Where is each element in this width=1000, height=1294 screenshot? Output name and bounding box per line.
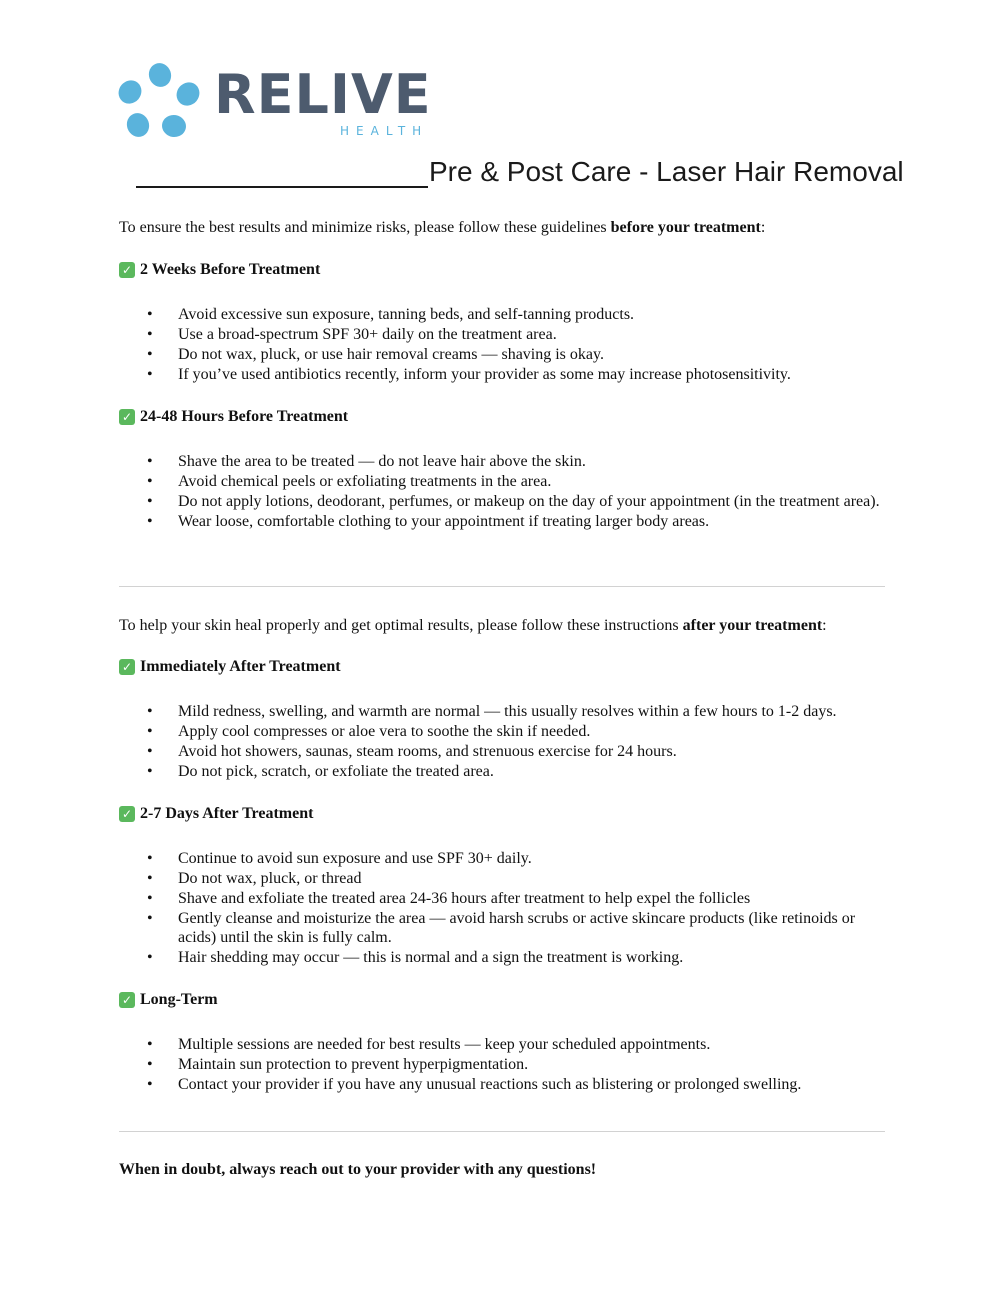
list-item <box>119 1075 889 1094</box>
list-item-text: Continue to avoid sun exposure and use SPF 30+ daily. <box>178 850 532 867</box>
section-heading <box>119 990 218 1010</box>
section-heading-text: Immediately After Treatment <box>140 658 341 675</box>
bullet: • <box>147 1036 153 1053</box>
pre-intro-bold: before your treatment <box>610 219 761 236</box>
name-blank-line <box>136 156 428 188</box>
list-item-text: Use a broad-spectrum SPF 30+ daily on the treatment area. <box>178 326 557 343</box>
list-item-text: Gently cleanse and moisturize the area — avoid harsh scrubs or active skincare products (like retinoids or acids) until the skin is fully calm. <box>178 910 856 946</box>
list-item-text: Maintain sun protection to prevent hyperpigmentation. <box>178 1056 529 1073</box>
bullet: • <box>147 1056 153 1073</box>
list-item <box>119 722 889 741</box>
list-item <box>119 849 889 868</box>
bullet: • <box>147 890 153 907</box>
section-heading <box>119 804 313 824</box>
list-item <box>119 345 889 364</box>
section-heading-text: 2-7 Days After Treatment <box>140 805 314 822</box>
pre-intro-text: To ensure the best results and minimize risks, please follow these guidelines <box>119 219 611 236</box>
bullet-list <box>119 849 889 968</box>
section-heading-text: 24-48 Hours Before Treatment <box>140 408 349 425</box>
bullet: • <box>147 366 153 383</box>
list-item <box>119 472 889 491</box>
list-item <box>119 1035 889 1054</box>
list-item-text: Avoid excessive sun exposure, tanning beds, and self-tanning products. <box>178 306 635 323</box>
bullet: • <box>147 763 153 780</box>
list-item <box>119 869 889 888</box>
page-title-text: Pre & Post Care - Laser Hair Removal <box>429 156 904 187</box>
relive-health-logo <box>118 60 448 142</box>
bullet: • <box>147 850 153 867</box>
bullet-list <box>119 702 889 782</box>
list-item-text: Contact your provider if you have any unusual reactions such as blistering or prolonged swelling. <box>178 1076 802 1093</box>
section-heading <box>119 407 348 427</box>
list-item <box>119 762 889 781</box>
section-divider <box>119 1131 885 1132</box>
section-heading <box>119 657 341 677</box>
post-intro <box>119 616 827 636</box>
list-item <box>119 325 889 344</box>
post-intro-end: : <box>822 617 827 634</box>
page-title <box>136 156 904 196</box>
list-item <box>119 948 889 967</box>
check-box-icon: ✓ <box>119 806 135 822</box>
logo-wordmark: RELIVE <box>214 63 432 126</box>
list-item <box>119 512 889 531</box>
list-item-text: Avoid hot showers, saunas, steam rooms, and strenuous exercise for 24 hours. <box>178 743 677 760</box>
logo-mark-icon <box>118 62 202 140</box>
list-item <box>119 889 889 908</box>
logo-subtitle: HEALTH <box>340 124 429 138</box>
bullet: • <box>147 513 153 530</box>
list-item-text: Shave and exfoliate the treated area 24-36 hours after treatment to help expel the follicles <box>178 890 751 907</box>
list-item-text: If you’ve used antibiotics recently, inform your provider as some may increase photosensitivity. <box>178 366 791 383</box>
section-divider <box>119 586 885 587</box>
bullet: • <box>147 703 153 720</box>
list-item <box>119 702 889 721</box>
list-item-text: Hair shedding may occur — this is normal and a sign the treatment is working. <box>178 949 684 966</box>
section-heading-text: 2 Weeks Before Treatment <box>140 261 321 278</box>
list-item <box>119 492 889 511</box>
check-box-icon: ✓ <box>119 262 135 278</box>
bullet-list <box>119 305 889 385</box>
section-heading-text: Long-Term <box>140 991 218 1008</box>
bullet: • <box>147 326 153 343</box>
check-box-icon: ✓ <box>119 409 135 425</box>
list-item-text: Mild redness, swelling, and warmth are normal — this usually resolves within a few hours to 1-2 days. <box>178 703 837 720</box>
bullet: • <box>147 306 153 323</box>
bullet: • <box>147 949 153 966</box>
list-item-text: Shave the area to be treated — do not leave hair above the skin. <box>178 453 586 470</box>
list-item-text: Apply cool compresses or aloe vera to soothe the skin if needed. <box>178 723 591 740</box>
list-item <box>119 365 889 384</box>
pre-intro-end: : <box>760 219 766 236</box>
bullet: • <box>147 493 153 510</box>
check-box-icon: ✓ <box>119 659 135 675</box>
bullet: • <box>147 910 153 927</box>
check-box-icon: ✓ <box>119 992 135 1008</box>
bullet: • <box>147 473 153 490</box>
bullet-list <box>119 1035 889 1095</box>
list-item-text: Do not wax, pluck, or thread <box>178 870 362 887</box>
bullet-list <box>119 452 889 532</box>
footer-note: When in doubt, always reach out to your provider with any questions! <box>119 1161 597 1178</box>
list-item-text: Do not apply lotions, deodorant, perfumes, or makeup on the day of your appointment (in the treatment area). <box>178 493 880 510</box>
list-item-text: Avoid chemical peels or exfoliating treatments in the area. <box>178 473 552 490</box>
list-item-text: Wear loose, comfortable clothing to your appointment if treating larger body areas. <box>178 513 710 530</box>
bullet: • <box>147 743 153 760</box>
section-heading <box>119 260 320 280</box>
bullet: • <box>147 870 153 887</box>
list-item <box>119 742 889 761</box>
bullet: • <box>147 1076 153 1093</box>
list-item <box>119 909 889 947</box>
list-item <box>119 305 889 324</box>
bullet: • <box>147 453 153 470</box>
post-intro-bold: after your treatment <box>682 617 823 634</box>
pre-intro <box>119 218 765 238</box>
list-item <box>119 1055 889 1074</box>
post-intro-text: To help your skin heal properly and get optimal results, please follow these instructions <box>119 617 683 634</box>
bullet: • <box>147 723 153 740</box>
list-item-text: Do not pick, scratch, or exfoliate the treated area. <box>178 763 494 780</box>
bullet: • <box>147 346 153 363</box>
list-item-text: Multiple sessions are needed for best results — keep your scheduled appointments. <box>178 1036 711 1053</box>
list-item-text: Do not wax, pluck, or use hair removal creams — shaving is okay. <box>178 346 604 363</box>
list-item <box>119 452 889 471</box>
